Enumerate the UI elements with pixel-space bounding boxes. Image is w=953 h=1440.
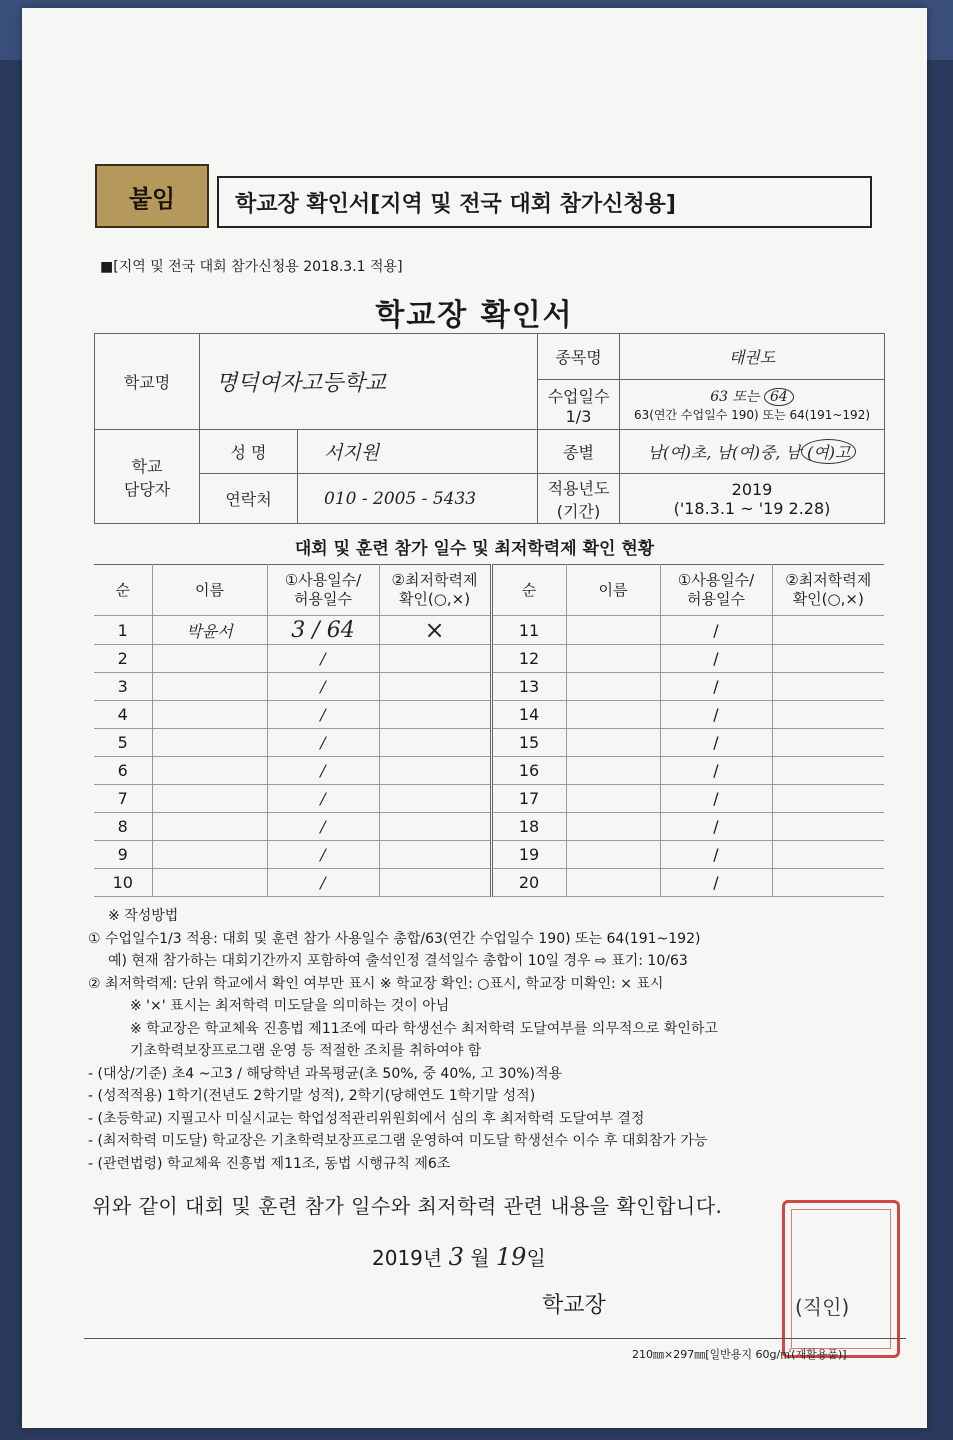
row-name [566,673,660,701]
row-check [379,841,491,869]
row-used-days: / [267,673,379,701]
row-used-days: / [660,701,772,729]
confirmation-statement: 위와 같이 대회 및 훈련 참가 일수와 최저학력 관련 내용을 확인합니다. [92,1194,723,1218]
row-used-days: / [660,616,772,645]
header-no: 순 [491,565,566,616]
days-label [538,380,620,430]
instruction-line: - (대상/기준) 초4 ~고3 / 해당학년 과목평균(초 50%, 중 40%, 고 30%)적용 [88,1065,563,1082]
row-name [566,645,660,673]
header-used-line2: 허용일수 [294,590,352,608]
contact-value: 010 - 2005 - 5433 [298,474,538,524]
row-number: 11 [491,616,566,645]
row-check [379,813,491,841]
row-used-days: / [660,645,772,673]
row-check [772,813,884,841]
school-name-value: 명덕여자고등학교 [200,334,538,430]
row-name [566,729,660,757]
year-label-line1: 적용년도 [547,478,610,498]
header-check-line2: 확인(○,×) [792,590,864,608]
instruction-line: ② 최저학력제: 단위 학교에서 확인 여부만 표시 ※ 학교장 확인: ○표시, 학교장 미확인: × 표시 [88,975,664,992]
row-check [379,729,491,757]
row-name [152,841,267,869]
row-name [152,869,267,897]
row-check [379,869,491,897]
row-check [772,701,884,729]
table-row [94,869,884,897]
table-row [94,757,884,785]
header-used-line1: ①사용일수/ [677,571,755,589]
instruction-line: 기초학력보장프로그램 운영 등 적절한 조치를 취하여야 함 [130,1043,482,1059]
header-check [772,565,884,616]
row-name [566,813,660,841]
row-number: 20 [491,869,566,897]
row-check [772,841,884,869]
row-check [772,729,884,757]
row-used-days: / [660,729,772,757]
header-check [379,565,491,616]
section-title: 대회 및 훈련 참가 일수 및 최저학력제 확인 현황 [294,539,655,559]
row-number: 9 [94,841,152,869]
year-label [538,474,620,524]
year-range-text: ('18.3.1 ~ '19 2.28) [673,498,831,518]
days-value-detail: 63(연간 수업일수 190) 또는 64(191~192) [633,408,871,422]
table-row [94,729,884,757]
row-used-days: / [660,673,772,701]
row-number: 1 [94,616,152,645]
header-used [660,565,772,616]
header-used-line1: ①사용일수/ [284,571,362,589]
table-row [94,673,884,701]
document-header-title: 학교장 확인서[지역 및 전국 대회 참가신청용] [217,176,872,228]
seal-label: (직인) [795,1295,850,1319]
contact-label: 연락처 [200,474,298,524]
row-used-days: / [267,645,379,673]
school-label: 학교명 [95,334,200,430]
application-note: ■[지역 및 전국 대회 참가신청용 2018.3.1 적용] [100,259,403,275]
row-used-days: / [267,841,379,869]
year-value-text: 2019 [731,479,773,499]
row-name [152,813,267,841]
row-number: 17 [491,785,566,813]
official-seal-stamp [782,1200,900,1358]
row-check [379,757,491,785]
footer-divider [84,1338,906,1339]
type-value [620,430,885,474]
header-used [267,565,379,616]
row-check [772,869,884,897]
row-check [379,785,491,813]
instruction-line: ※ 작성방법 [108,908,179,924]
row-number: 3 [94,673,152,701]
header-used-line2: 허용일수 [687,590,745,608]
attachment-badge: 붙임 [95,164,209,228]
row-number: 14 [491,701,566,729]
row-check [772,757,884,785]
table-row [94,785,884,813]
row-number: 18 [491,813,566,841]
instruction-line: ※ '×' 표시는 최저학력 미도달을 의미하는 것이 아님 [130,998,450,1014]
date-day-label: 일 [526,1246,546,1270]
row-used-days: / [660,785,772,813]
instructions [88,905,908,1175]
manager-label-line1: 학교 [131,456,163,476]
date-month-label: 월 [470,1246,490,1270]
row-number: 15 [491,729,566,757]
row-name [566,616,660,645]
row-used-days: / [267,757,379,785]
days-label-line2: 1/3 [565,406,592,426]
type-value-text: 남(여)초, 남(여)중, 남 [647,443,802,462]
instruction-line: ① 수업일수1/3 적용: 대회 및 훈련 참가 사용일수 총합/63(연간 수업일수 190) 또는 64(191~192) [88,930,701,947]
row-name [152,757,267,785]
row-name [152,785,267,813]
row-name [566,701,660,729]
row-name [152,673,267,701]
paper-spec-footnote: 210㎜×297㎜[일반용지 60g/㎡(재활용품)] [632,1348,847,1361]
header-name: 이름 [152,565,267,616]
table-row [94,813,884,841]
row-name [566,869,660,897]
year-value [620,474,885,524]
row-used-days: / [267,869,379,897]
year-label-line2: (기간) [556,501,601,521]
table-row [94,701,884,729]
instruction-line: - (초등학교) 지필고사 미실시교는 학업성적관리위원회에서 심의 후 최저학력 도달여부 결정 [88,1110,645,1127]
row-used-days: / [660,841,772,869]
page-title: 학교장 확인서 [375,298,574,333]
header-check-line2: 확인(○,×) [398,590,471,608]
row-name [566,841,660,869]
table-row [94,616,884,645]
days-value-circled: 64 [764,388,794,406]
row-used-days: / [267,813,379,841]
row-used-days: / [660,869,772,897]
manager-label-line2: 담당자 [123,479,171,499]
row-number: 13 [491,673,566,701]
row-name [566,785,660,813]
row-name: 박윤서 [152,616,267,645]
date-month: 3 [448,1243,464,1271]
row-name [152,729,267,757]
row-used-days: / [267,729,379,757]
table-row [94,841,884,869]
row-check [379,673,491,701]
row-check [379,701,491,729]
days-value [620,380,885,430]
row-used-days: 3 / 64 [267,616,379,645]
row-number: 10 [94,869,152,897]
row-used-days: / [267,785,379,813]
manager-label [95,430,200,524]
row-number: 12 [491,645,566,673]
row-name [152,701,267,729]
header-check-line1: ②최저학력제 [785,571,872,589]
row-number: 19 [491,841,566,869]
document-page [22,8,927,1428]
date-day: 19 [495,1243,527,1271]
row-check [772,645,884,673]
participation-table [94,564,884,897]
name-label: 성 명 [200,430,298,474]
row-name [152,645,267,673]
row-number: 2 [94,645,152,673]
row-check [772,785,884,813]
date-year: 2019년 [372,1246,443,1270]
row-number: 4 [94,701,152,729]
header-no: 순 [94,565,152,616]
row-check [379,645,491,673]
instruction-line: 예) 현재 참가하는 대회기간까지 포함하여 출석인정 결석일수 총합이 10일 경우 ⇨ 표기: 10/63 [108,953,688,969]
sport-label: 종목명 [538,334,620,380]
row-used-days: / [660,757,772,785]
row-used-days: / [660,813,772,841]
row-number: 8 [94,813,152,841]
row-number: 16 [491,757,566,785]
type-label: 종별 [538,430,620,474]
row-check [772,616,884,645]
instruction-line: - (성적적용) 1학기(전년도 2학기말 성적), 2학기(당해연도 1학기말 성적) [88,1088,536,1104]
row-used-days: / [267,701,379,729]
row-number: 5 [94,729,152,757]
row-number: 6 [94,757,152,785]
signature-date [372,1242,546,1271]
header-name: 이름 [566,565,660,616]
instruction-line: - (최저학력 미도달) 학교장은 기초학력보장프로그램 운영하여 미도달 학생선수 이수 후 대회참가 가능 [88,1133,708,1149]
sport-value: 태권도 [620,334,885,380]
table-row [94,645,884,673]
days-value-text: 63 또는 [710,389,760,405]
name-value: 서지원 [298,430,538,474]
type-value-circled: (여)고 [801,439,856,464]
row-number: 7 [94,785,152,813]
principal-label: 학교장 [542,1293,606,1318]
row-name [566,757,660,785]
info-table [94,333,885,524]
row-check [772,673,884,701]
row-check: × [379,616,491,645]
instruction-line: ※ 학교장은 학교체육 진흥법 제11조에 따라 학생선수 최저학력 도달여부를 의무적으로 확인하고 [130,1020,718,1037]
header-check-line1: ②최저학력제 [391,571,478,589]
instruction-line: - (관련법령) 학교체육 진흥법 제11조, 동법 시행규칙 제6조 [88,1155,451,1172]
days-label-line1: 수업일수 [547,386,610,406]
